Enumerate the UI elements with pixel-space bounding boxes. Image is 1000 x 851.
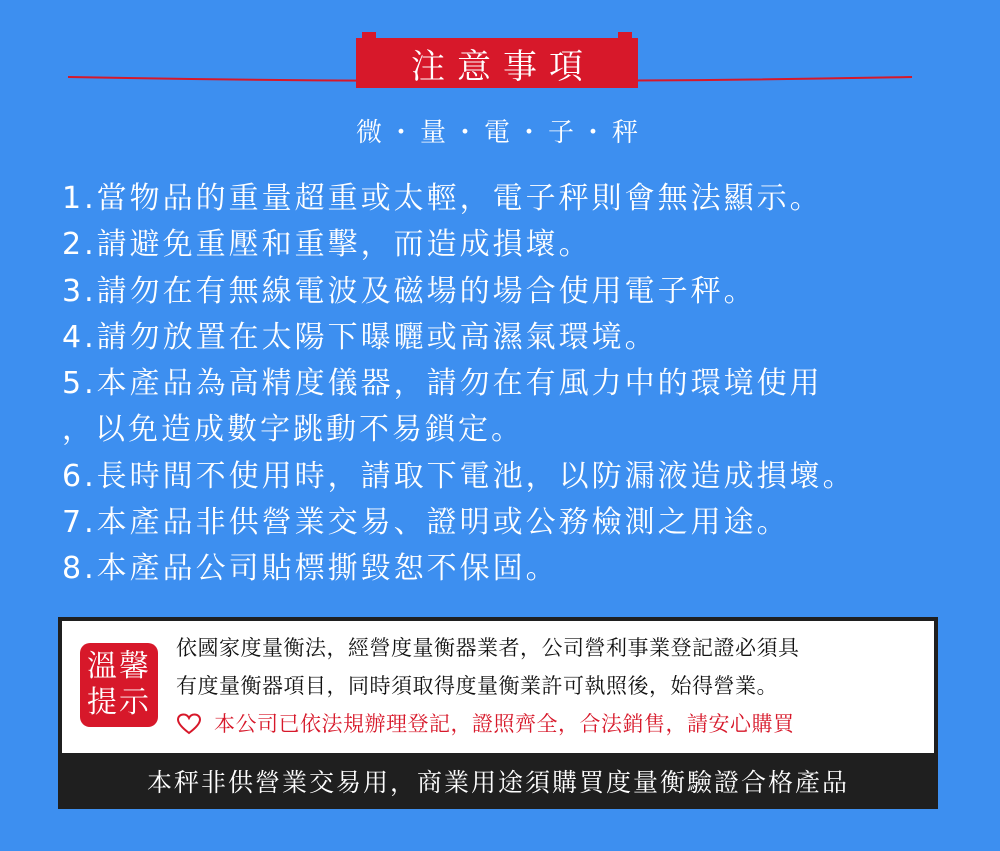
tip-text — [176, 629, 928, 743]
badge-line: 提示 — [87, 685, 151, 720]
note-item: 7.本產品非供營業交易、證明或公務檢測之用途。 — [62, 505, 790, 541]
tip-line-highlight — [176, 705, 928, 743]
product-subtitle: 微・量・電・子・秤 — [355, 118, 644, 148]
tip-content-box — [62, 621, 934, 753]
notes-list — [62, 176, 972, 593]
note-item: 6.長時間不使用時，請取下電池，以防漏液造成損壞。 — [62, 458, 856, 494]
note-item: 2.請避免重壓和重擊，而造成損壞。 — [62, 227, 592, 263]
tip-line: 依國家度量衡法，經營度量衡器業者，公司營利事業登記證必須具 — [176, 636, 800, 660]
note-item: 4.請勿放置在太陽下曝曬或高濕氣環境。 — [62, 319, 658, 355]
notice-title-text: 注意事項 — [411, 46, 595, 87]
tip-highlight-text: 本公司已依法規辦理登記，證照齊全，合法銷售，請安心購買 — [214, 712, 795, 736]
warm-tip-badge — [80, 643, 158, 727]
warm-tip-panel — [58, 617, 938, 809]
heart-outline-icon — [176, 713, 202, 735]
bottom-warning-bar: 本秤非供營業交易用，商業用途須購買度量衡驗證合格產品 — [146, 768, 849, 797]
note-item: 8.本產品公司貼標撕毀恕不保固。 — [62, 551, 559, 587]
note-item-continuation: ，以免造成數字跳動不易鎖定。 — [62, 412, 524, 448]
notice-title — [356, 38, 638, 88]
note-item: 3.請勿在有無線電波及磁場的場合使用電子秤。 — [62, 273, 757, 309]
note-item: 1.當物品的重量超重或太輕，電子秤則會無法顯示。 — [62, 181, 823, 216]
tip-line: 有度量衡器項目，同時須取得度量衡業許可執照後，始得營業。 — [176, 674, 778, 698]
badge-line: 溫馨 — [87, 649, 151, 684]
note-item: 5.本產品為高精度儀器，請勿在有風力中的環境使用 — [62, 366, 823, 402]
